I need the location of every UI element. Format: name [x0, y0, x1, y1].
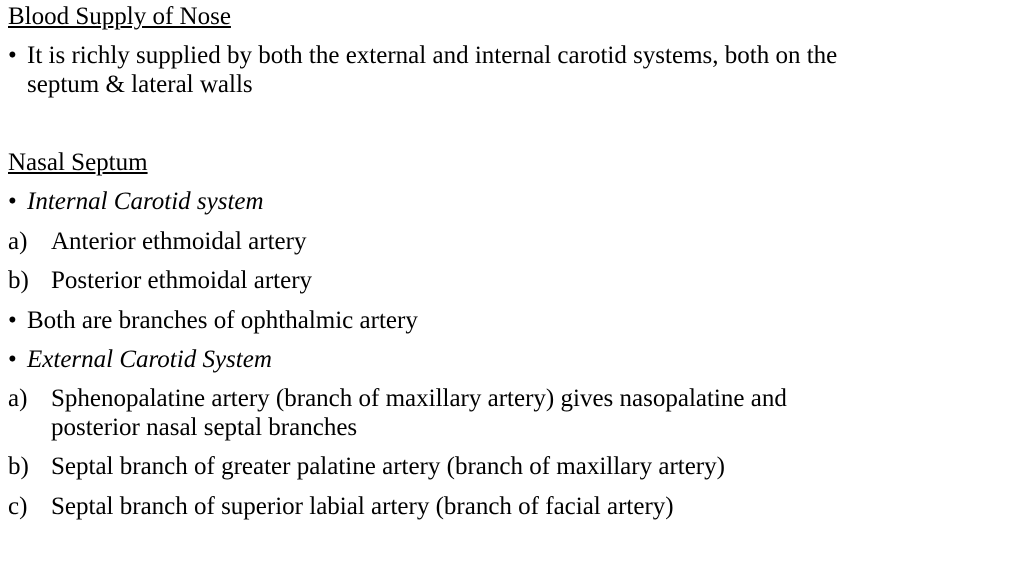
list-item-text: Posterior ethmoidal artery [51, 267, 313, 294]
list-item-internal-b [8, 266, 312, 295]
external-carotid-label: External Carotid System [27, 346, 272, 373]
list-item-external-b [8, 452, 725, 481]
list-marker: c) [8, 493, 28, 520]
bullet-item-ophthalmic-note [8, 306, 418, 335]
bullet-item-richly-supplied [8, 41, 837, 70]
list-marker: b) [8, 453, 29, 480]
list-marker: b) [8, 267, 29, 294]
bullet-icon: • [8, 346, 17, 373]
list-item-text: Septal branch of superior labial artery (branch of facial artery) [51, 493, 674, 520]
list-marker: a) [8, 228, 28, 255]
bullet-item-internal-carotid [8, 187, 264, 216]
heading-nasal-septum: Nasal Septum [8, 149, 148, 176]
list-item-text: Anterior ethmoidal artery [51, 228, 307, 255]
slide [8, 0, 1016, 576]
bullet-item-external-carotid [8, 345, 272, 374]
bullet-icon: • [8, 307, 17, 334]
list-item-external-a [8, 384, 787, 413]
heading-blood-supply: Blood Supply of Nose [8, 3, 231, 30]
note-text: Both are branches of ophthalmic artery [27, 307, 418, 334]
list-item-text: Septal branch of greater palatine artery (branch of maxillary artery) [51, 453, 725, 480]
list-marker: a) [8, 385, 28, 412]
list-item-text-line1: Sphenopalatine artery (branch of maxillary artery) gives nasopalatine and [51, 385, 787, 412]
list-item-internal-a [8, 227, 306, 256]
internal-carotid-label: Internal Carotid system [27, 188, 264, 215]
bullet-text-line1: It is richly supplied by both the external and internal carotid systems, both on the [27, 42, 838, 69]
bullet-text-line2: septum & lateral walls [27, 71, 253, 98]
list-item-external-c [8, 492, 674, 521]
list-item-text-line2: posterior nasal septal branches [51, 414, 358, 441]
bullet-icon: • [8, 42, 17, 69]
bullet-icon: • [8, 188, 17, 215]
